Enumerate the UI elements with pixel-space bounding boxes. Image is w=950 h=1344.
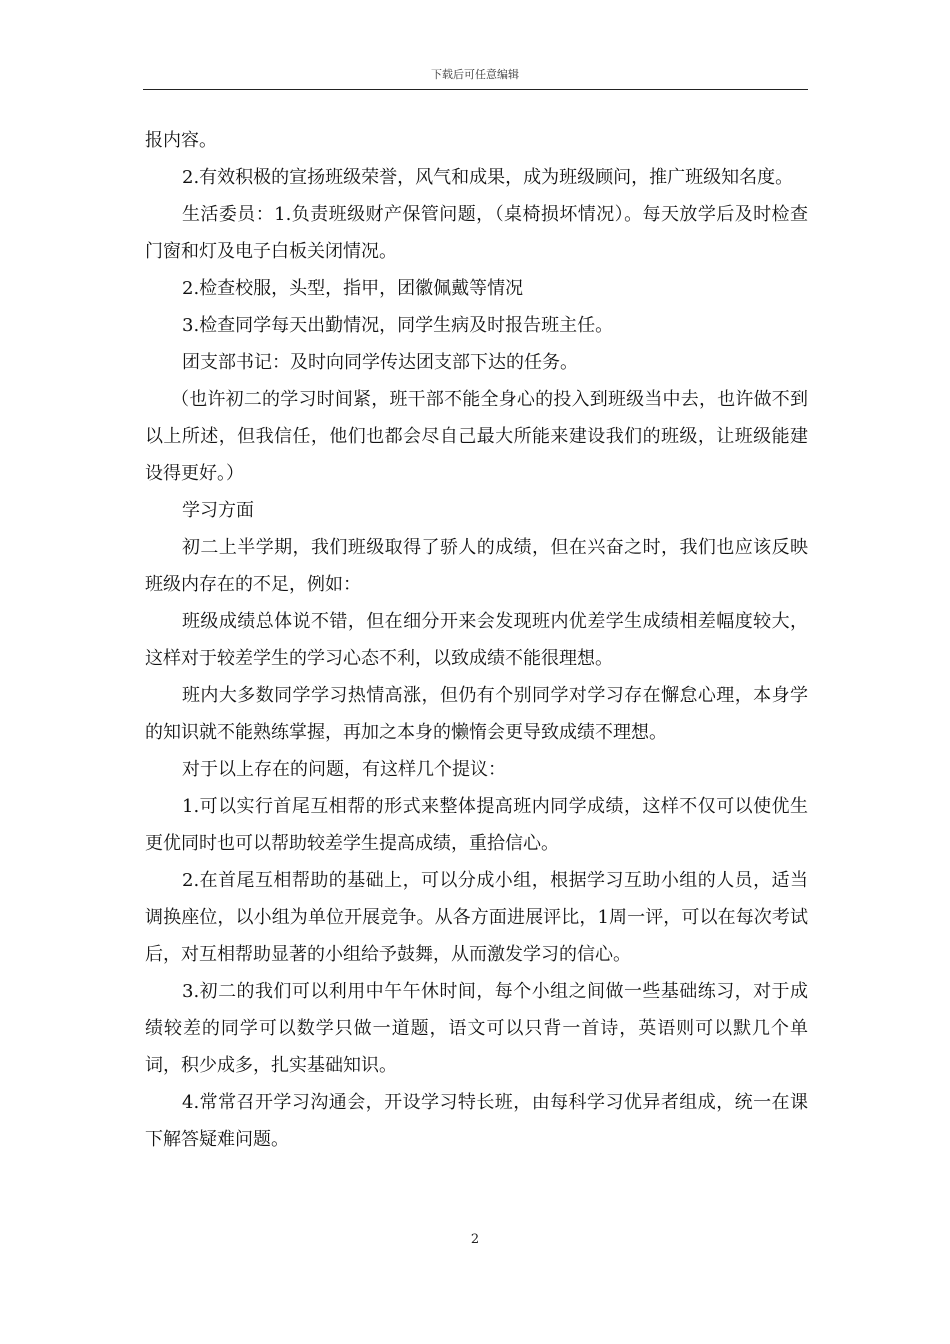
paragraph: 对于以上存在的问题，有这样几个提议：: [182, 759, 506, 780]
document-body: [145, 122, 808, 1158]
paragraph: 3.检查同学每天出勤情况，同学生病及时报告班主任。: [182, 315, 614, 336]
paragraph: （也许初二的学习时间紧，班干部不能全身心的投入到班级当中去，也许做不到以上所述，但我信任，他们也都会尽自己最大所能来建设我们的班级，让班级能建设得更好。）: [145, 389, 808, 484]
paragraph: 2.有效积极的宣扬班级荣誉，风气和成果，成为班级顾问，推广班级知名度。: [182, 167, 794, 188]
header-divider: [143, 89, 808, 90]
paragraph: 班内大多数同学学习热情高涨，但仍有个别同学对学习存在懈怠心理，本身学的知识就不能熟练掌握，再加之本身的懒惰会更导致成绩不理想。: [145, 685, 808, 743]
paragraph: 生活委员：1.负责班级财产保管问题，（桌椅损坏情况）。每天放学后及时检查门窗和灯及电子白板关闭情况。: [145, 204, 808, 262]
list-item: 3.初二的我们可以利用中午午休时间，每个小组之间做一些基础练习，对于成绩较差的同学可以数学只做一道题，语文可以只背一首诗，英语则可以默几个单词，积少成多，扎实基础知识。: [145, 981, 808, 1076]
list-item: 4.常常召开学习沟通会，开设学习特长班，由每科学习优异者组成，统一在课下解答疑难问题。: [145, 1092, 808, 1150]
paragraph: 班级成绩总体说不错，但在细分开来会发现班内优差学生成绩相差幅度较大，这样对于较差学生的学习心态不利，以致成绩不能很理想。: [145, 611, 808, 669]
section-heading: 学习方面: [182, 500, 254, 521]
paragraph: 报内容。: [145, 130, 217, 151]
paragraph: 团支部书记：及时向同学传达团支部下达的任务。: [182, 352, 578, 373]
list-item: 1.可以实行首尾互相帮的形式来整体提高班内同学成绩，这样不仅可以使优生更优同时也可以帮助较差学生提高成绩，重拾信心。: [145, 796, 808, 854]
page-number: 2: [470, 1232, 480, 1247]
paragraph: 2.检查校服，头型，指甲，团徽佩戴等情况: [182, 278, 524, 299]
list-item: 2.在首尾互相帮助的基础上，可以分成小组，根据学习互助小组的人员，适当调换座位，以小组为单位开展竞争。从各方面进展评比，1周一评，可以在每次考试后，对互相帮助显著的小组给予鼓舞，从而激发学习的信心。: [145, 870, 808, 965]
page-header: 下载后可任意编辑: [431, 68, 519, 81]
paragraph: 初二上半学期，我们班级取得了骄人的成绩，但在兴奋之时，我们也应该反映班级内存在的不足，例如：: [145, 537, 808, 595]
